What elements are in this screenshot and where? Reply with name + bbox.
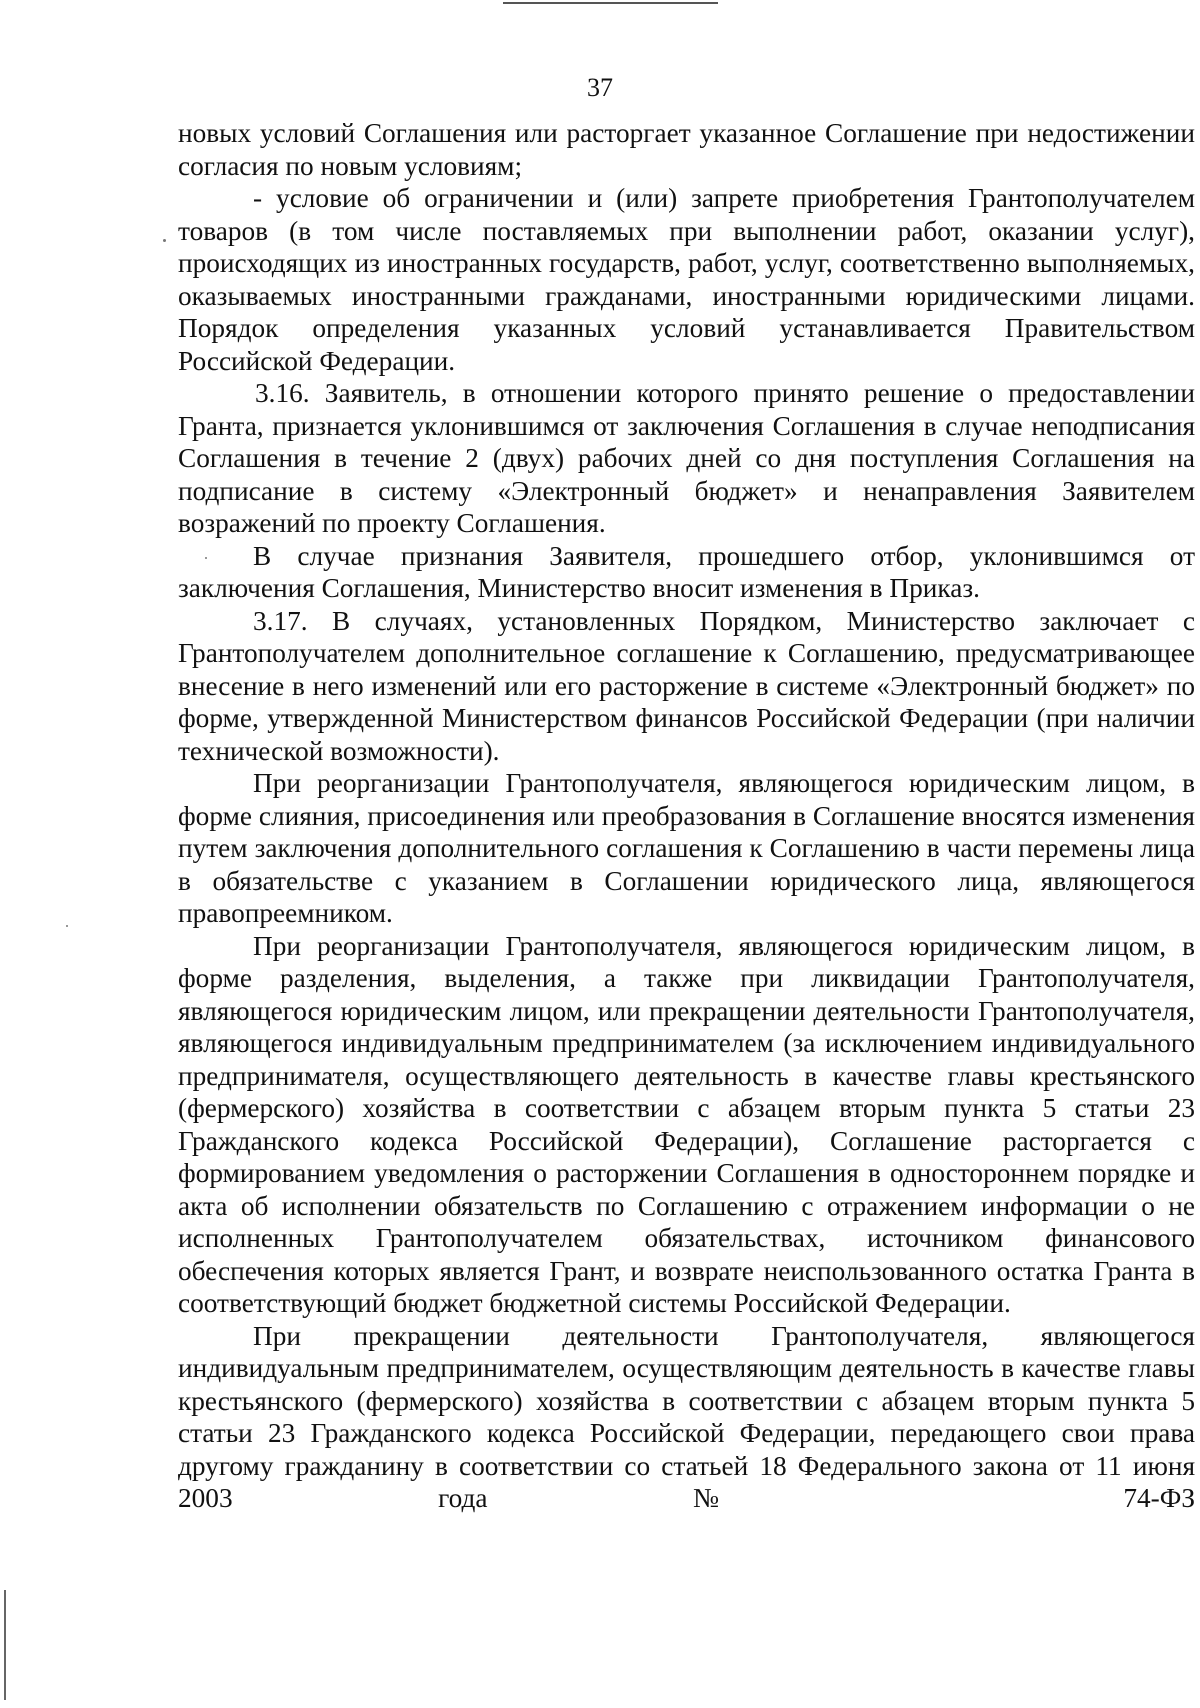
- paragraph-6: При реорганизации Грантополучателя, являющегося юридическим лицом, в форме слияния, присоединения или преобразования в Соглашение вносятся изменения путем заключения дополнительного соглашения к Соглашению в части перемены лица в обязательстве с указанием в Соглашении юридического лица, являющегося правопреемником.: [178, 768, 1195, 928]
- paragraph-8: При прекращении деятельности Грантополучателя, являющегося индивидуальным предпринимателем, осуществляющим деятельность в качестве главы крестьянского (фермерского) хозяйства в соответствии с абзацем вторым пункта 5 статьи 23 Гражданского кодекса Российской Федерации, передающего свои права другому гражданину в соответствии со статьей 18 Федерального закона от 11 июня 2003 года № 74-ФЗ: [178, 1320, 1195, 1513]
- page-number: 37: [587, 73, 613, 102]
- paragraph-1: новых условий Соглашения или расторгает указанное Соглашение при недостижении согласия по новым условиям;: [178, 118, 1195, 181]
- scan-speck: [66, 925, 68, 927]
- paragraph-5: 3.17. В случаях, установленных Порядком, Министерство заключает с Грантополучателем дополнительное соглашение к Соглашению, предусматривающее внесение в него изменений или его расторжение в системе «Электронный бюджет» по форме, утвержденной Министерством финансов Российской Федерации (при наличии технической возможности).: [178, 605, 1195, 766]
- paragraph-4: В случае признания Заявителя, прошедшего отбор, уклонившимся от заключения Соглашения, Министерство вносит изменения в Приказ.: [178, 540, 1195, 603]
- top-scan-rule: [503, 2, 718, 4]
- scan-speck: [163, 239, 166, 242]
- scan-speck: [205, 557, 207, 559]
- scan-edge-mark: [4, 1590, 6, 1700]
- document-body: [178, 117, 1195, 1515]
- paragraph-2: - условие об ограничении и (или) запрете приобретения Грантополучателем товаров (в том числе поставляемых при выполнении работ, оказании услуг), происходящих из иностранных государств, работ, услуг, соответственно выполняемых, оказываемых иностранными гражданами, иностранными юридическими лицами. Порядок определения указанных условий устанавливается Правительством Российской Федерации.: [178, 183, 1195, 376]
- paragraph-3: 3.16. Заявитель, в отношении которого принято решение о предоставлении Гранта, признается уклонившимся от заключения Соглашения в случае неподписания Соглашения в течение 2 (двух) рабочих дней со дня поступления Соглашения на подписание в систему «Электронный бюджет» и ненаправления Заявителем возражений по проекту Соглашения.: [178, 378, 1195, 538]
- paragraph-7: При реорганизации Грантополучателя, являющегося юридическим лицом, в форме разделения, выделения, а также при ликвидации Грантополучателя, являющегося юридическим лицом, или прекращении деятельности Грантополучателя, являющегося индивидуальным предпринимателем (за исключением индивидуального предпринимателя, осуществляющего деятельность в качестве главы крестьянского (фермерского) хозяйства в соответствии с абзацем вторым пункта 5 статьи 23 Гражданского кодекса Российской Федерации), Соглашение расторгается с формированием уведомления о расторжении Соглашения в одностороннем порядке и акта об исполнении обязательств по Соглашению с отражением информации о не исполненных Грантополучателем обязательствах, источником финансового обеспечения которых является Грант, и возврате неиспользованного остатка Гранта в соответствующий бюджет бюджетной системы Российской Федерации.: [178, 930, 1195, 1318]
